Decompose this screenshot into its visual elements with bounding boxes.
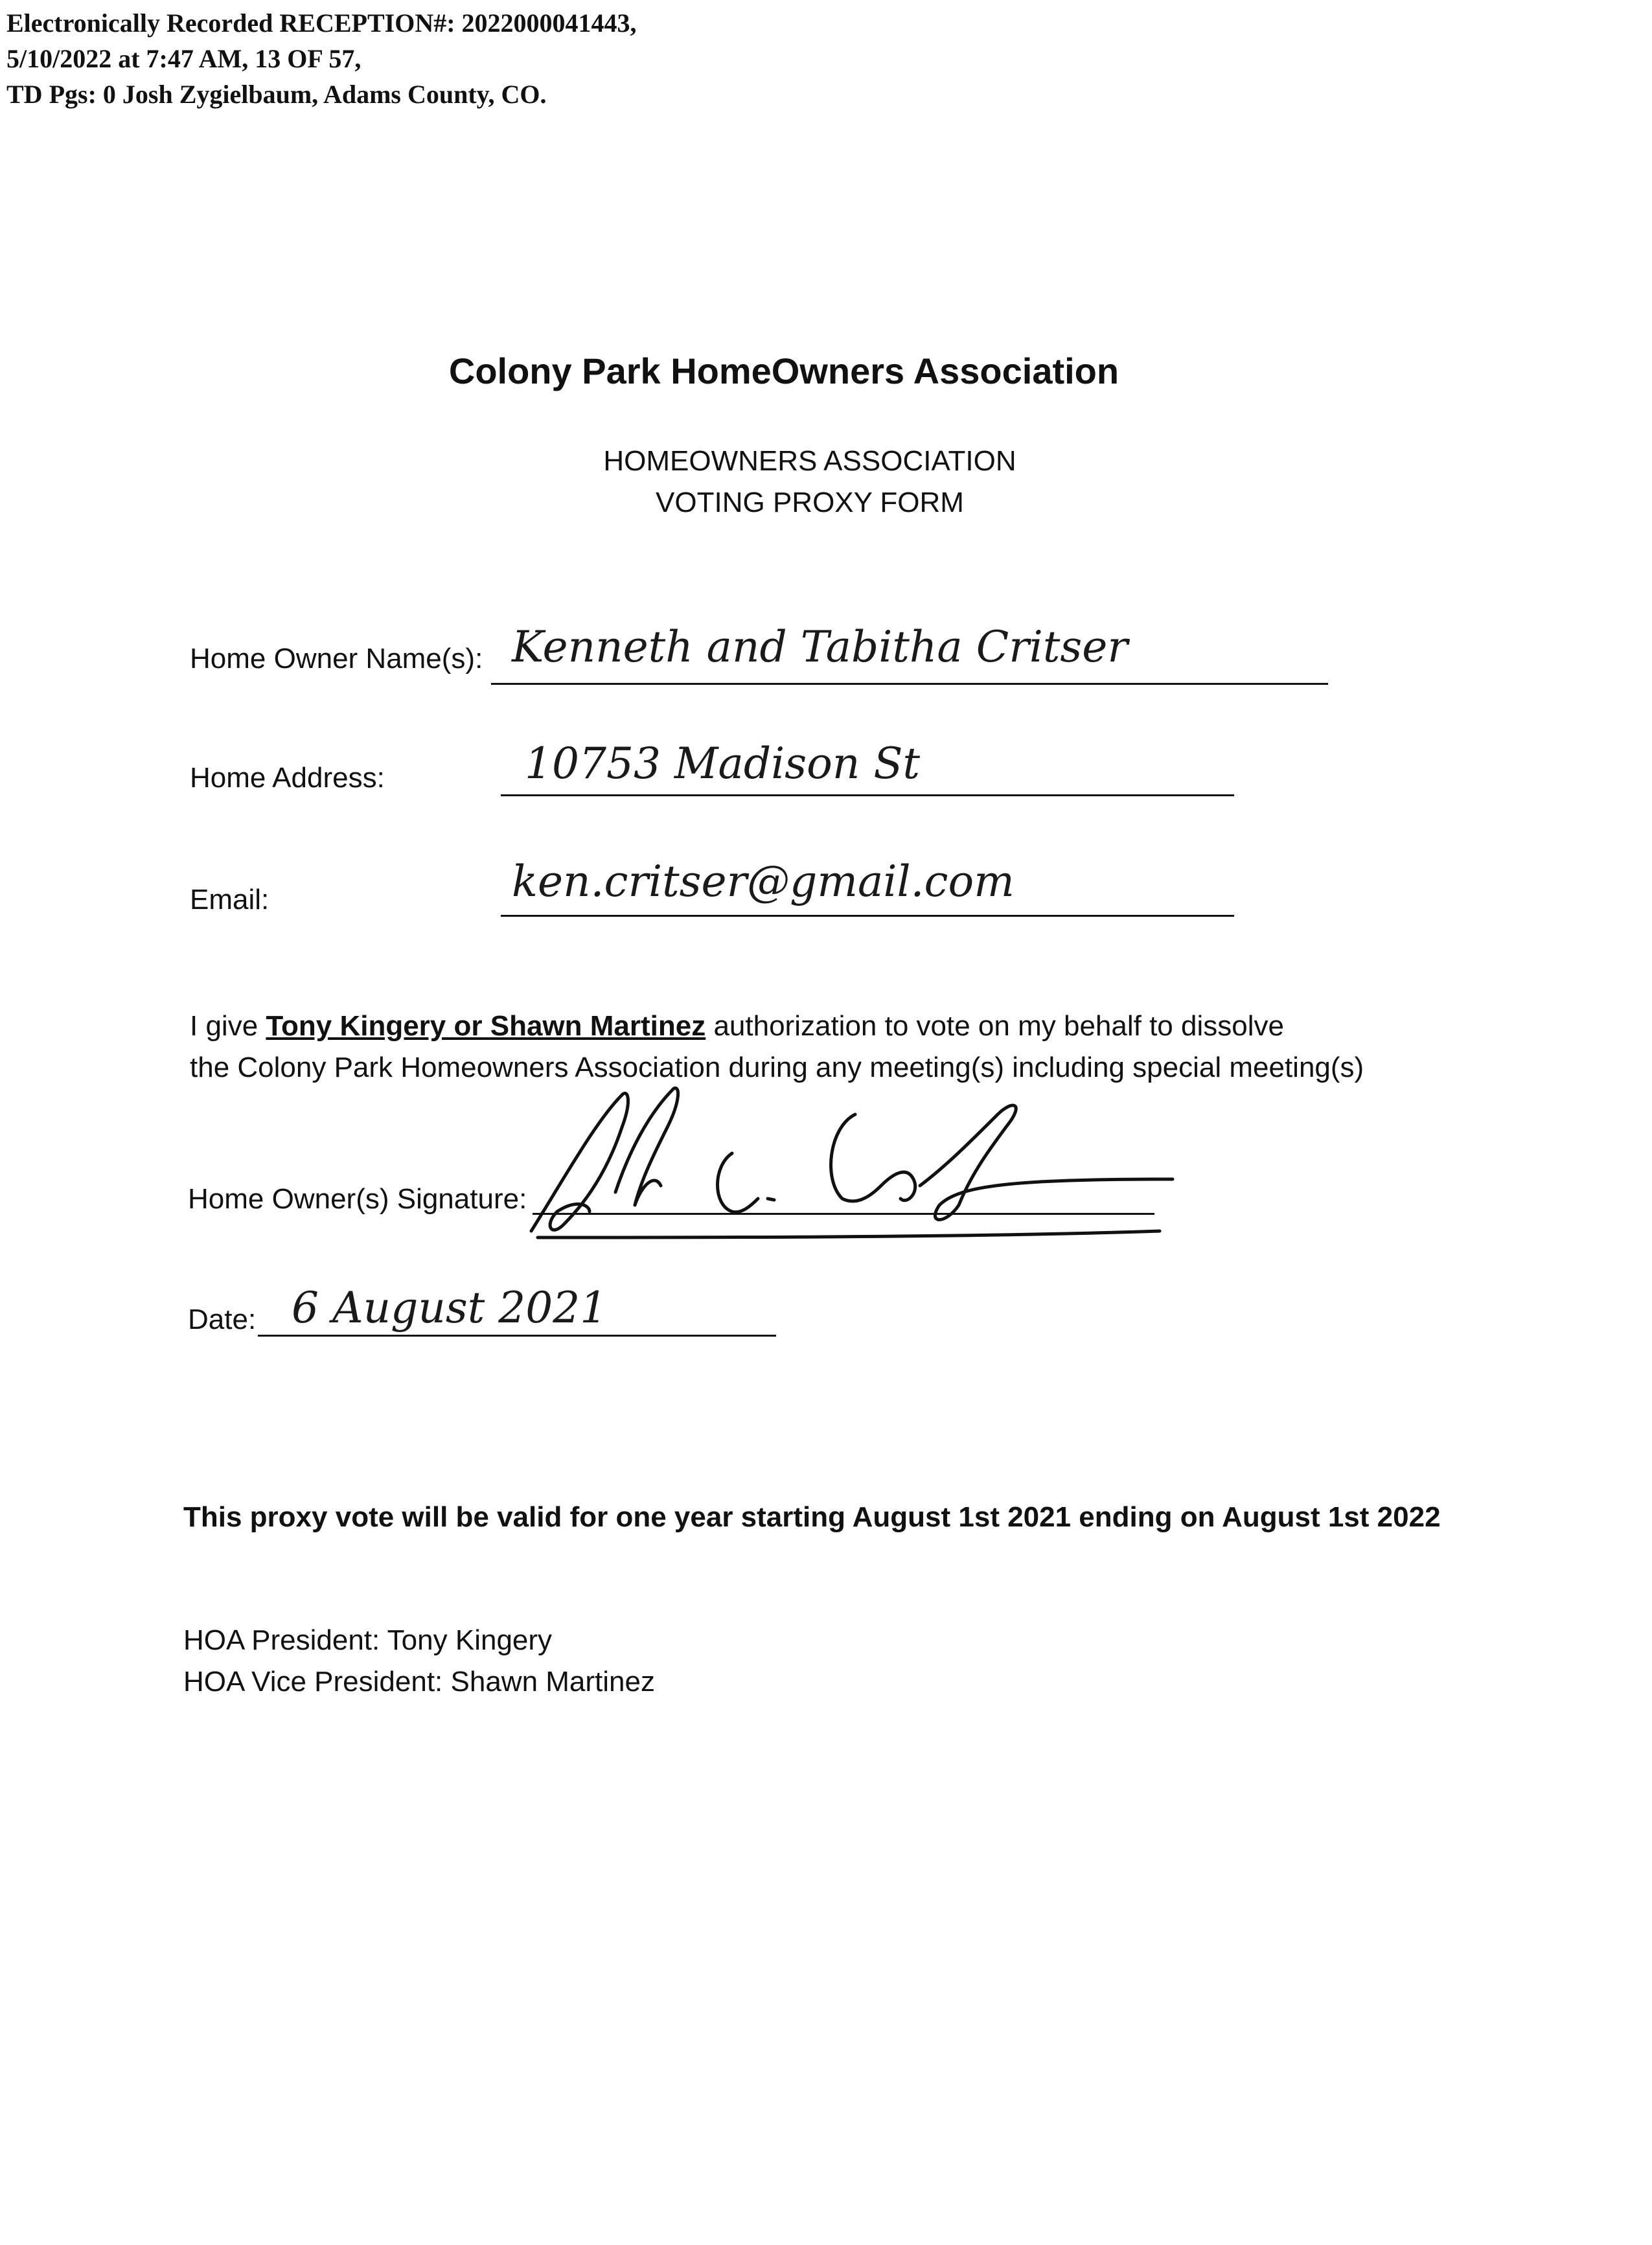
authorization-prefix: I give [190,1010,266,1042]
owner-names-label: Home Owner Name(s): [190,643,483,674]
form-subtitle-line-2: VOTING PROXY FORM [656,487,964,518]
recording-stamp-line-3: TD Pgs: 0 Josh Zygielbaum, Adams County, CO. [6,80,547,109]
email-label: Email: [190,884,270,915]
email-line [501,915,1234,917]
recording-stamp-line-2: 5/10/2022 at 7:47 AM, 13 OF 57, [6,44,361,73]
email-handwriting: ken.critser@gmail.com [512,857,1015,906]
hoa-president: HOA President: Tony Kingery [183,1624,553,1656]
recording-stamp-line-1: Electronically Recorded RECEPTION#: 2022000041443, [6,8,637,38]
owner-names-handwriting: Kenneth and Tabitha Critser [512,622,1128,672]
authorization-line-2: the Colony Park Homeowners Association during any meeting(s) including special meeting(s) [190,1052,1364,1083]
form-subtitle-line-1: HOMEOWNERS ASSOCIATION [603,445,1016,477]
address-handwriting: 10753 Madison St [525,739,921,789]
validity-statement: This proxy vote will be valid for one year starting August 1st 2021 ending on August 1st 2022 [183,1501,1441,1533]
date-label: Date: [188,1304,257,1335]
date-line [258,1335,776,1337]
recording-stamp [6,5,637,112]
authorization-suffix: authorization to vote on my behalf to dissolve [706,1010,1284,1042]
form-subtitle [0,441,1620,524]
proxy-names: Tony Kingery or Shawn Martinez [266,1010,706,1042]
hoa-vice-president: HOA Vice President: Shawn Martinez [183,1666,655,1698]
address-label: Home Address: [190,762,385,794]
organization-title: Colony Park HomeOwners Association [448,351,1119,391]
date-handwriting: 6 August 2021 [292,1283,608,1333]
signature-image [518,1076,1205,1270]
officers-list [183,1620,655,1703]
authorization-line-1 [190,1006,1364,1047]
signature-label: Home Owner(s) Signature: [188,1183,527,1215]
address-line [501,794,1234,796]
owner-names-line [491,683,1328,685]
